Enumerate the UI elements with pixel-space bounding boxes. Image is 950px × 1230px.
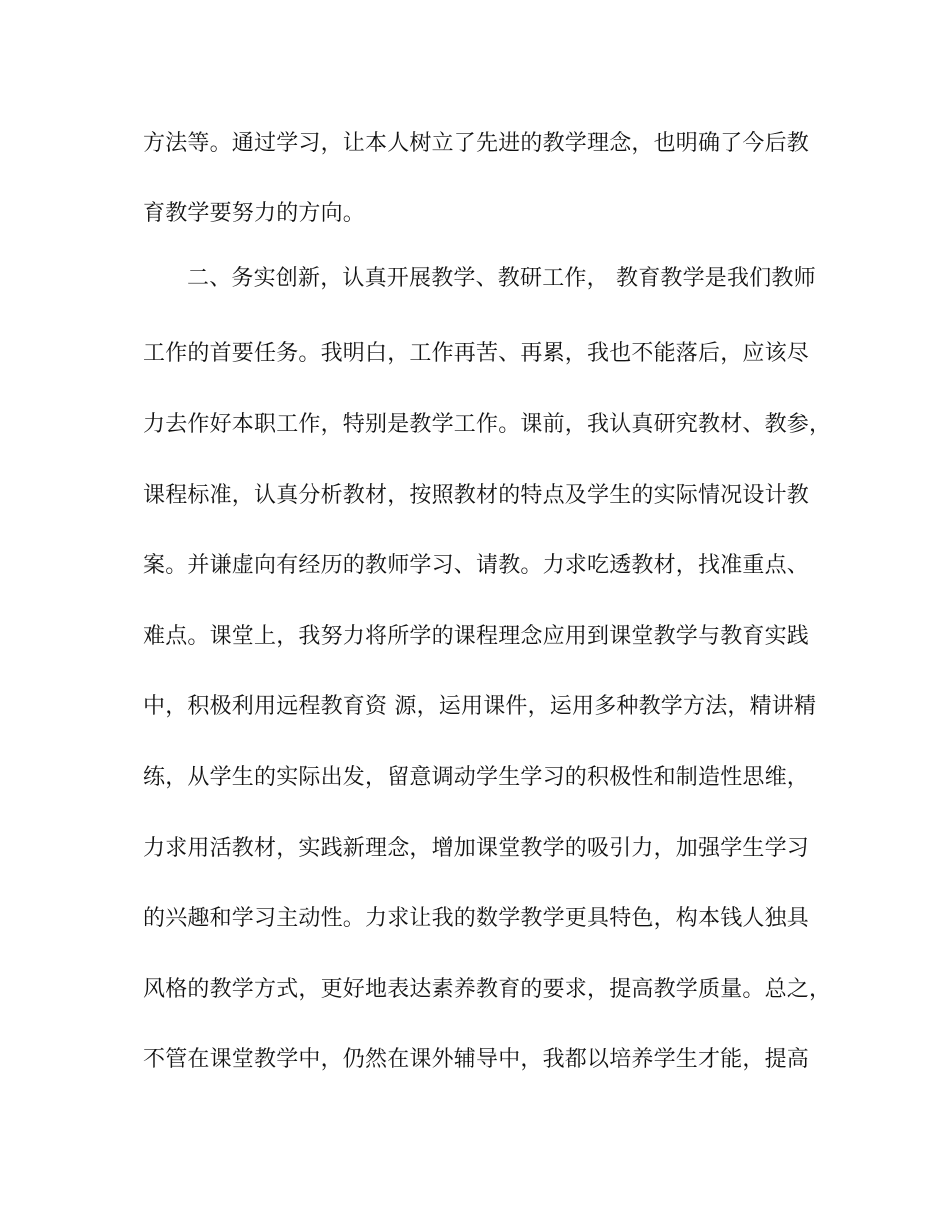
text-line: 工作的首要任务。我明白，工作再苦、再累，我也不能落后，应该尽 [143,341,810,366]
text-line: 育教学要努力的方向。 [143,201,366,226]
text-line: 方法等。通过学习，让本人树立了先进的教学理念，也明确了今后教 [143,131,810,156]
section-heading-line: 二、务实创新，认真开展教学、教研工作， 教育教学是我们教师 [187,266,816,291]
text-line: 力去作好本职工作，特别是教学工作。课前，我认真研究教材、教参， [143,412,832,437]
text-line: 课程标准，认真分析教材，按照教材的特点及学生的实际情况设计教 [143,483,810,508]
text-line: 风格的教学方式，更好地表达素养教育的要求，提高教学质量。总之， [143,977,832,1002]
text-line: 难点。课堂上，我努力将所学的课程理念应用到课堂教学与教育实践 [143,624,810,649]
text-line: 的兴趣和学习主动性。力求让我的数学教学更具特色，构本钱人独具 [143,906,810,931]
text-line: 中，积极利用远程教育资 源，运用课件，运用多种教学方法，精讲精 [143,694,817,719]
text-line: 力求用活教材，实践新理念，增加课堂教学的吸引力，加强学生学习 [143,836,810,861]
text-line: 练，从学生的实际出发，留意调动学生学习的积极性和制造性思维， [143,765,810,790]
text-line: 不管在课堂教学中，仍然在课外辅导中，我都以培养学生才能，提高 [143,1047,810,1072]
text-line: 案。并谦虚向有经历的教师学习、请教。力求吃透教材，找准重点、 [143,553,810,578]
